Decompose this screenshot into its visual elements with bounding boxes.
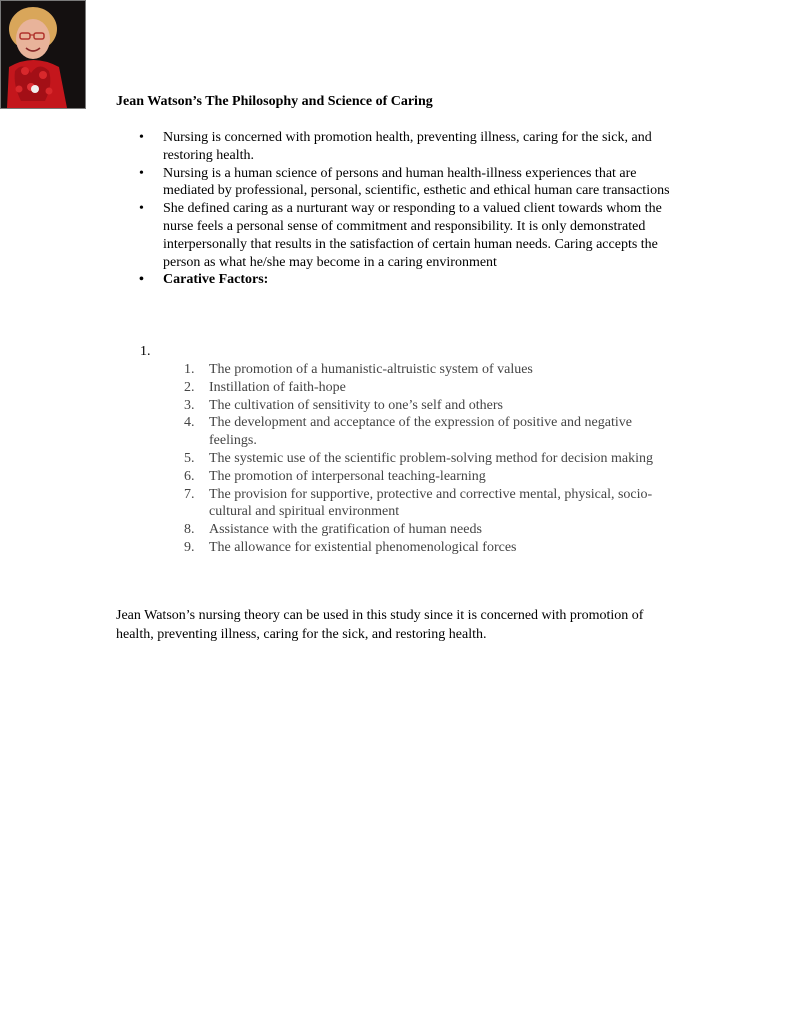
factor-item (116, 414, 676, 450)
bullet-item (116, 200, 676, 271)
document-title: Jean Watson’s The Philosophy and Science of Caring (116, 94, 433, 109)
factor-text: The provision for supportive, protective and corrective mental, physical, socio-cultural and spiritual environment (209, 486, 653, 520)
factor-number: 7. (184, 486, 195, 502)
factor-number: 4. (184, 415, 195, 431)
bullet-marker: • (139, 272, 144, 288)
bullet-text: She defined caring as a nurturant way or responding to a valued client towards whom the nurse feels a personal sense of commitment and responsibility. It is only demonstrated interpersonally that results in the satisfaction of certain human needs. Caring accepts the person as what he/she may become in a caring environment (163, 201, 662, 270)
bullet-item (116, 165, 676, 201)
factor-item (116, 486, 676, 522)
factor-number: 1. (184, 362, 195, 377)
factor-text: The promotion of interpersonal teaching-learning (209, 468, 486, 484)
factor-text: Assistance with the gratification of human needs (209, 522, 482, 538)
factor-item (116, 521, 676, 539)
bullet-text: Nursing is a human science of persons and human health-illness experiences that are mediated by professional, personal, scientific, esthetic and ethical human care transactions (163, 165, 670, 199)
bullet-text: Carative Factors: (163, 272, 269, 288)
factor-text: The development and acceptance of the expression of positive and negative feelings. (209, 415, 632, 449)
portrait-photo (0, 0, 86, 109)
factor-number: 5. (184, 450, 195, 466)
factor-item (116, 450, 676, 468)
factor-text: The cultivation of sensitivity to one’s self and others (209, 397, 503, 413)
factor-item (116, 361, 676, 379)
outer-list-number: 1. (140, 344, 151, 359)
bullet-text: Nursing is concerned with promotion health, preventing illness, caring for the sick, and restoring health. (163, 130, 652, 163)
factor-number: 6. (184, 468, 195, 484)
factor-text: The systemic use of the scientific problem-solving method for decision making (209, 450, 654, 466)
factor-number: 8. (184, 522, 195, 538)
factor-number: 3. (184, 397, 195, 413)
factor-item (116, 397, 676, 415)
factor-text: The allowance for existential phenomenological forces (209, 539, 517, 555)
bullet-marker: • (139, 201, 144, 217)
bullet-item (116, 129, 676, 165)
portrait-icon (1, 1, 85, 108)
factor-item (116, 539, 676, 557)
factor-item (116, 379, 676, 397)
bullet-list (116, 129, 676, 289)
factor-item (116, 468, 676, 486)
factor-number: 9. (184, 539, 195, 555)
bullet-marker: • (139, 130, 144, 145)
factor-text: The promotion of a humanistic-altruistic system of values (209, 362, 533, 377)
factor-number: 2. (184, 379, 195, 395)
bullet-marker: • (139, 165, 144, 181)
conclusion-paragraph: Jean Watson’s nursing theory can be used in this study since it is concerned with promotion of health, preventing illness, caring for the sick, and restoring health. (116, 608, 644, 642)
bullet-item-carative-factors (116, 271, 676, 289)
carative-factors-list (116, 361, 676, 557)
factor-text: Instillation of faith-hope (209, 379, 346, 395)
